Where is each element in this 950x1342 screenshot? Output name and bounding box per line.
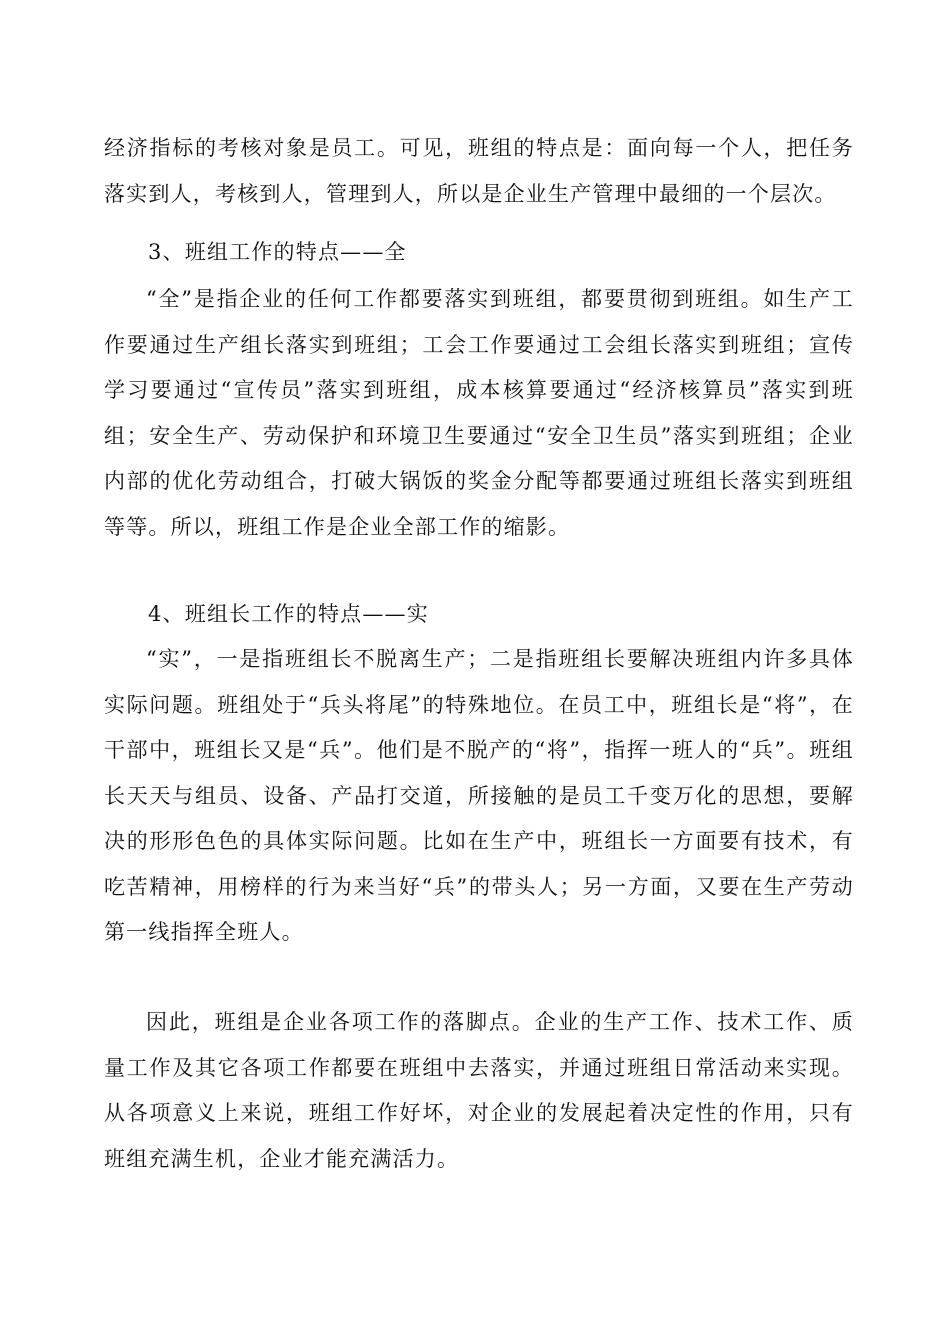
paragraph-quan: “全”是指企业的任何工作都要落实到班组，都要贯彻到班组。如生产工作要通过生产组长落实到班组；工会工作要通过工会组长落实到班组；宣传学习要通过“宣传员”落实到班组，成本核算要通过“经济核算员”落实到班组；安全生产、劳动保护和环境卫生要通过“安全卫生员”落实到班组；企业内部的优化劳动组合，打破大锅饭的奖金分配等都要通过班组长落实到班组等等。所以，班组工作是企业全部工作的缩影。: [104, 287, 854, 539]
paragraph-continuation: 经济指标的考核对象是员工。可见，班组的特点是：面向每一个人，把任务落实到人，考核到人，管理到人，所以是企业生产管理中最细的一个层次。: [104, 136, 854, 206]
paragraph-shi: “实”，一是指班组长不脱离生产；二是指班组长要解决班组内许多具体实际问题。班组处于“兵头将尾”的特殊地位。在员工中，班组长是“将”，在干部中，班组长又是“兵”。他们是不脱产的“将”，指挥一班人的“兵”。班组长天天与组员、设备、产品打交道，所接触的是员工千变万化的思想，要解决的形形色色的具体实际问题。比如在生产中，班组长一方面要有技术，有吃苦精神，用榜样的行为来当好“兵”的带头人；另一方面，又要在生产劳动第一线指挥全班人。: [104, 647, 854, 944]
paragraph-conclusion: 因此，班组是企业各项工作的落脚点。企业的生产工作、技术工作、质量工作及其它各项工作都要在班组中去落实，并通过班组日常活动来实现。从各项意义上来说，班组工作好坏，对企业的发展起着决定性的作用，只有班组充满生机，企业才能充满活力。: [104, 1010, 854, 1171]
section-heading-3: 3、班组工作的特点——全: [148, 240, 407, 264]
section-heading-4: 4、班组长工作的特点——实: [148, 602, 429, 626]
